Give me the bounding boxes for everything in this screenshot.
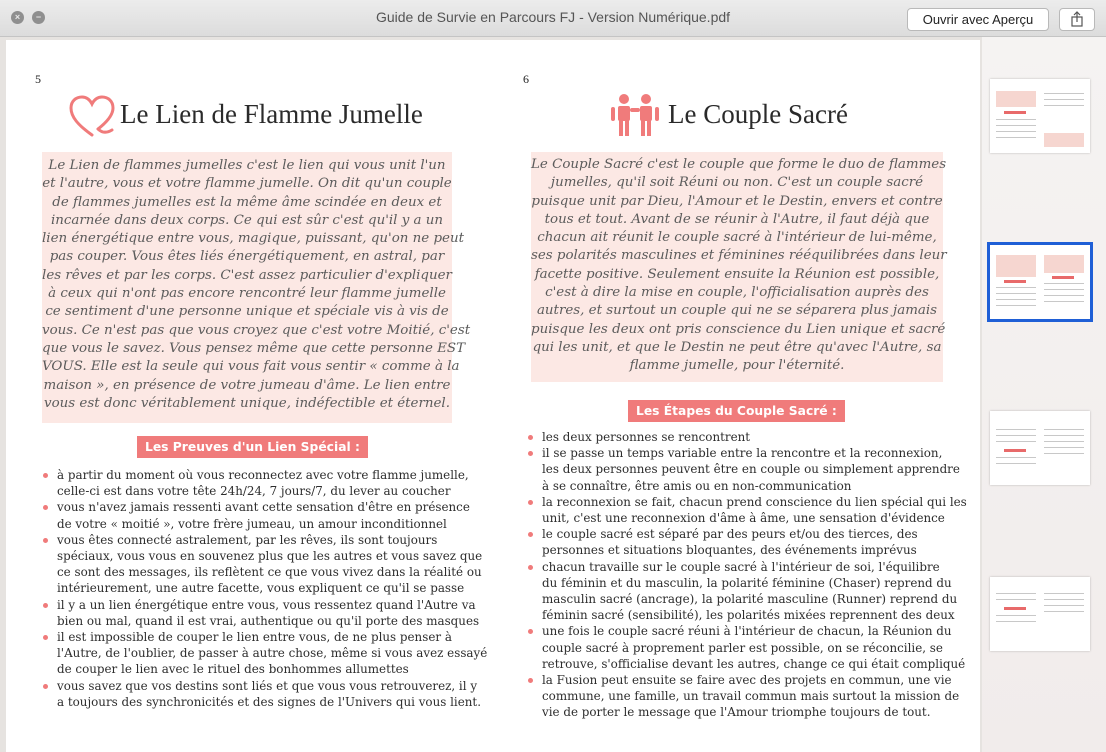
- pdf-spread: [6, 40, 980, 752]
- intro-line: jumelles, qu'il soit Réuni ou non. C'est un couple sacré: [550, 175, 924, 191]
- bullet-icon: [43, 538, 48, 543]
- intro-line: ses polarités masculines et féminines rééquilibrées dans leur: [531, 248, 947, 264]
- bullet-icon: [528, 532, 533, 537]
- intro-line: c'est à dire la mise en couple, l'officialisation auprès des: [545, 285, 929, 301]
- bullet-icon: [528, 435, 533, 440]
- page-thumbnail[interactable]: [990, 79, 1090, 153]
- list-item: il se passe un temps variable entre la rencontre et la reconnexion, les deux personnes peuvent être en couple ou simplement apprendre à se connaître, être amis ou en non-communication: [542, 445, 967, 494]
- list-item: chacun travaille sur le couple sacré à l'intérieur de soi, l'équilibre du féminin et du masculin, la polarité féminine (Chaser) reprend du masculin sacré (ancrage), la polarité masculine (Runner) reprend du féminin sacré (sensibilité), les polarités mixées reprennent des deux: [542, 559, 967, 624]
- thumbnail-sidebar: [982, 37, 1106, 752]
- window-title: Guide de Survie en Parcours FJ - Version Numérique.pdf: [375, 9, 731, 25]
- section-title: Les Preuves d'un Lien Spécial :: [137, 436, 368, 458]
- bullet-icon: [528, 500, 533, 505]
- bullet-icon: [43, 505, 48, 510]
- close-icon[interactable]: ×: [11, 11, 24, 24]
- section-title: Les Étapes du Couple Sacré :: [628, 400, 845, 422]
- bullet-icon: [528, 451, 533, 456]
- bullet-icon: [528, 629, 533, 634]
- page-title: Le Couple Sacré: [668, 99, 848, 129]
- intro-line: de flammes jumelles est la même âme scindée en deux et: [52, 194, 442, 210]
- page-number: 5: [35, 72, 41, 86]
- intro-line: incarnée dans deux corps. Ce qui est sûr c'est qu'il y a un: [50, 212, 444, 228]
- intro-line: ce sentiment d'une personne unique et spéciale vis à vis de: [45, 304, 449, 320]
- bullet-icon: [43, 684, 48, 689]
- intro-box: [531, 152, 947, 382]
- intro-line: tous et tout. Avant de se réunir à l'Autre, il faut déjà que: [544, 211, 930, 227]
- bullet-icon: [43, 473, 48, 478]
- bullet-icon: [528, 678, 533, 683]
- list-item: vous êtes connecté astralement, par les rêves, ils sont toujours spéciaux, vous vous en souvenez plus que les autres et vous savez que ce sont des messages, ils reflètent ce que vous vivez dans la réalité ou intérieurement, une autre facette, vous expliquent ce qu'il se passe: [57, 532, 487, 597]
- left-page: [6, 40, 493, 752]
- list-item: il y a un lien énergétique entre vous, vous ressentez quand l'Autre va bien ou mal, quand il est vrai, authentique ou qu'il porte des masques: [57, 597, 487, 629]
- intro-box: [42, 152, 471, 423]
- list-item: le couple sacré est séparé par des peurs et/ou des tierces, des personnes et situations bloquantes, des événements imprévus: [542, 526, 967, 558]
- bullet-icon: [43, 635, 48, 640]
- page-thumbnail-selected[interactable]: [990, 245, 1090, 319]
- intro-line: VOUS. Elle est la seule qui vous fait vous sentir « comme à la: [42, 359, 460, 375]
- intro-line: les rêves et par les corps. C'est assez particulier d'expliquer: [42, 267, 452, 283]
- intro-line: chacun ait réunit le couple sacré à l'intérieur de lui-même,: [537, 230, 937, 246]
- list-item: une fois le couple sacré réuni à l'intérieur de chacun, la Réunion du couple sacré à proprement parler est possible, on se réconcilie, se retrouve, s'officialise devant les autres, change ce qui était compliqué: [542, 623, 967, 672]
- intro-line: facette positive. Seulement ensuite la Réunion est possible,: [534, 266, 940, 282]
- intro-line: autres, et surtout un couple qui ne se séparera plus jamais: [536, 303, 938, 319]
- page-number: 6: [523, 72, 529, 86]
- heart-icon: [68, 95, 116, 139]
- intro-line: Le Lien de flammes jumelles c'est le lien qui vous unit l'un: [48, 158, 446, 173]
- intro-line: à ceux qui n'ont pas encore rencontré leur flamme jumelle: [48, 286, 446, 302]
- intro-line: puisque les deux ont pris conscience du Lien unique et sacré: [531, 321, 946, 337]
- list-item: vous n'avez jamais ressenti avant cette sensation d'être en présence de votre « moitié », votre frère jumeau, un amour inconditionnel: [57, 499, 487, 531]
- intro-line: maison », en présence de votre jumeau d'âme. Le lien entre: [43, 377, 451, 393]
- intro-line: pas couper. Vous êtes liés énergétiquement, en astral, par: [49, 249, 445, 265]
- list-item: vous savez que vos destins sont liés et que vous vous retrouverez, il y a toujours des synchronicités et des signes de l'Univers qui vous lient.: [57, 678, 487, 710]
- bullet-list: [542, 429, 967, 721]
- title-bar: [0, 0, 1106, 37]
- intro-line: vous est donc véritablement unique, indéfectible et éternel.: [44, 395, 450, 411]
- list-item: il est impossible de couper le lien entre vous, de ne plus penser à l'Autre, de l'oublier, de passer à autre chose, même si vous avez essayé de couper le lien avec le rituel des bonhommes allumettes: [57, 629, 487, 678]
- list-item: la reconnexion se fait, chacun prend conscience du lien spécial qui les unit, c'est une reconnexion d'âme à âme, une sensation d'évidence: [542, 494, 967, 526]
- intro-line: flamme jumelle, pour l'éternité.: [629, 358, 845, 374]
- share-button[interactable]: [1059, 8, 1095, 31]
- page-thumbnail[interactable]: [990, 411, 1090, 485]
- couple-icon: [608, 93, 662, 137]
- intro-line: puisque unit par Dieu, l'Amour et le Destin, envers et contre: [531, 193, 943, 209]
- list-item: les deux personnes se rencontrent: [542, 429, 967, 445]
- intro-line: lien énergétique entre vous, magique, puissant, qu'on ne peut: [42, 231, 464, 247]
- bullet-list: [57, 467, 487, 710]
- intro-line: qui les unit, et que le Destin ne peut être qu'avec l'Autre, sa: [532, 339, 942, 355]
- list-item: à partir du moment où vous reconnectez avec votre flamme jumelle, celle-ci est dans votre tête 24h/24, 7 jours/7, du lever au coucher: [57, 467, 487, 499]
- intro-line: Le Couple Sacré c'est le couple que forme le duo de flammes: [531, 157, 947, 172]
- list-item: la Fusion peut ensuite se faire avec des projets en commun, une vie commune, une famille, un travail commun mais surtout la mission de vie de porter le message que l'Amour triomphe toujours de tout.: [542, 672, 967, 721]
- share-icon: [1060, 9, 1094, 30]
- bullet-icon: [528, 565, 533, 570]
- intro-line: que vous le savez. Vous pensez même que cette personne EST: [42, 340, 466, 356]
- right-page: [493, 40, 980, 752]
- minimize-icon[interactable]: −: [32, 11, 45, 24]
- page-thumbnail[interactable]: [990, 577, 1090, 651]
- open-with-preview-button[interactable]: Ouvrir avec Aperçu: [907, 8, 1049, 31]
- page-title: Le Lien de Flamme Jumelle: [120, 99, 423, 129]
- intro-line: vous. Ce n'est pas que vous croyez que c'est votre Moitié, c'est: [42, 322, 471, 338]
- intro-line: et l'autre, vous et votre flamme jumelle. On dit qu'un couple: [42, 176, 452, 192]
- bullet-icon: [43, 603, 48, 608]
